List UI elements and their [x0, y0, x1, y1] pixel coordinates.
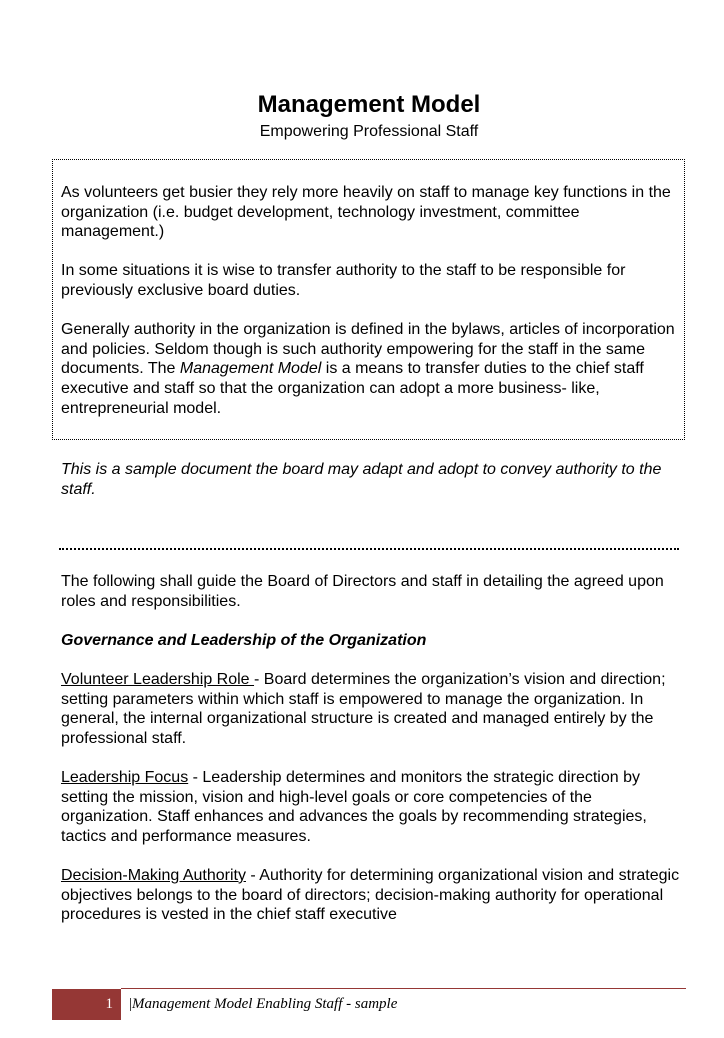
- footer-caption: [129, 989, 397, 1020]
- volunteer-leadership-item: [61, 670, 681, 748]
- item-term: Leadership Focus: [61, 768, 189, 786]
- intro-paragraph-3-end: is a means to transfer duties to the chief staff executive and staff so that the organization can adopt a more business- like, entrepreneurial model.: [61, 360, 644, 417]
- intro-box: [52, 159, 685, 440]
- lead-paragraph: The following shall guide the Board of Directors and staff in detailing the agreed upon roles and responsibilities.: [61, 573, 664, 610]
- sample-note: This is a sample document the board may adapt and adopt to convey authority to the staff.: [61, 461, 662, 498]
- page-title: Management Model: [257, 91, 481, 118]
- management-model-emphasis: Management Model: [179, 360, 322, 378]
- item-term: Volunteer Leadership Role: [61, 670, 255, 688]
- item-text: - Authority for determining organizational vision and strategic objectives belongs to the board of directors; decision-making authority for operational procedures is vested in the chief staff executive: [61, 866, 680, 924]
- section-heading: Governance and Leadership of the Organization: [61, 631, 427, 649]
- section-divider: [59, 548, 679, 550]
- intro-paragraph-3-start: Generally authority in the organization is defined in the bylaws, articles of incorporation and policies. Seldom though is such authority empowering for the staff in the same documents. The: [61, 321, 675, 378]
- intro-paragraph-3: [61, 320, 681, 418]
- decision-making-item: [61, 866, 681, 925]
- intro-paragraph-2: In some situations it is wise to transfer authority to the staff to be responsible for previously exclusive board duties.: [61, 262, 626, 299]
- footer-separator: |: [129, 996, 133, 1012]
- item-text: - Leadership determines and monitors the strategic direction by setting the mission, vision and high-level goals or core competencies of the organization. Staff enhances and advances the goals by recommending strategies, tactics and performance measures.: [61, 768, 647, 845]
- body-content: [61, 572, 681, 944]
- page-number: 1: [52, 989, 121, 1020]
- item-text: - Board determines the organization’s vision and direction; setting parameters within which staff is empowered to manage the organization. In general, the internal organizational structure is created and managed entirely by the professional staff.: [61, 670, 666, 747]
- intro-paragraph-1: As volunteers get busier they rely more heavily on staff to manage key functions in the organization (i.e. budget development, technology investment, committee management.): [61, 184, 671, 241]
- footer-title: Management Model Enabling Staff - sample: [132, 996, 398, 1012]
- leadership-focus-item: [61, 768, 681, 846]
- page-subtitle: Empowering Professional Staff: [259, 123, 479, 140]
- item-term: Decision-Making Authority: [61, 866, 246, 884]
